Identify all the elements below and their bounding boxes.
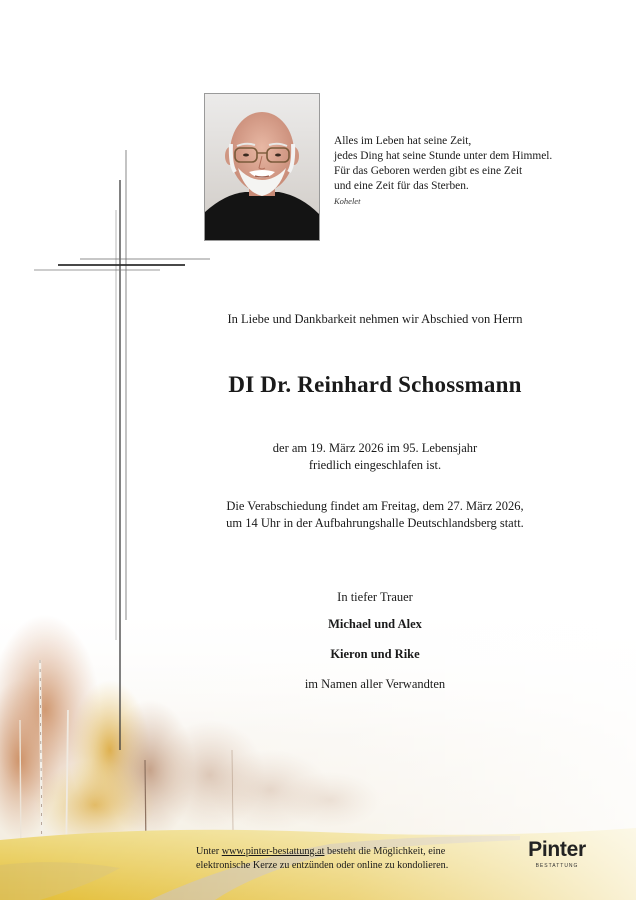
quote-line: Für das Geboren werden gibt es eine Zeit — [334, 165, 523, 177]
website-link[interactable]: www.pinter-bestattung.at — [221, 846, 325, 857]
deceased-name: DI Dr. Reinhard Schossmann — [228, 372, 522, 397]
quote-block — [334, 134, 624, 207]
quote-line: jedes Ding hat seine Stunde unter dem Himmel. — [334, 150, 553, 162]
quote-line: und eine Zeit für das Sterben. — [334, 180, 469, 192]
death-notice-line: friedlich eingeschlafen ist. — [308, 458, 442, 472]
quote-source: Kohelet — [334, 196, 361, 206]
death-notice — [190, 440, 560, 474]
family-name: Michael und Alex — [328, 617, 422, 631]
family-name: Kieron und Rike — [330, 647, 420, 661]
footer-line: elektronische Kerze zu entzünden oder online zu kondolieren. — [196, 860, 449, 871]
quote-line: Alles im Leben hat seine Zeit, — [334, 135, 472, 147]
portrait-image — [205, 94, 319, 240]
intro-text: In Liebe und Dankbarkeit nehmen wir Abschied von Herrn — [227, 312, 523, 326]
ceremony-info — [190, 498, 560, 532]
portrait-photo — [204, 93, 320, 241]
ceremony-line: Die Verabschiedung findet am Freitag, dem 27. März 2026, — [226, 499, 524, 513]
footer-note — [196, 845, 496, 873]
footer-line1-rest: besteht die Möglichkeit, eine — [324, 846, 446, 857]
logo-subtitle: BESTATTUNG — [535, 863, 579, 869]
logo-wordmark: Pinter — [528, 838, 586, 861]
ceremony-line: um 14 Uhr in der Aufbahrungshalle Deutschlandsberg statt. — [226, 516, 524, 530]
death-notice-line: der am 19. März 2026 im 95. Lebensjahr — [272, 441, 478, 455]
relatives-text: im Namen aller Verwandten — [304, 677, 446, 691]
mourning-text: In tiefer Trauer — [337, 590, 413, 604]
footer-prefix: Unter — [196, 846, 222, 857]
pinter-logo — [520, 838, 594, 869]
footer-line — [196, 845, 496, 859]
